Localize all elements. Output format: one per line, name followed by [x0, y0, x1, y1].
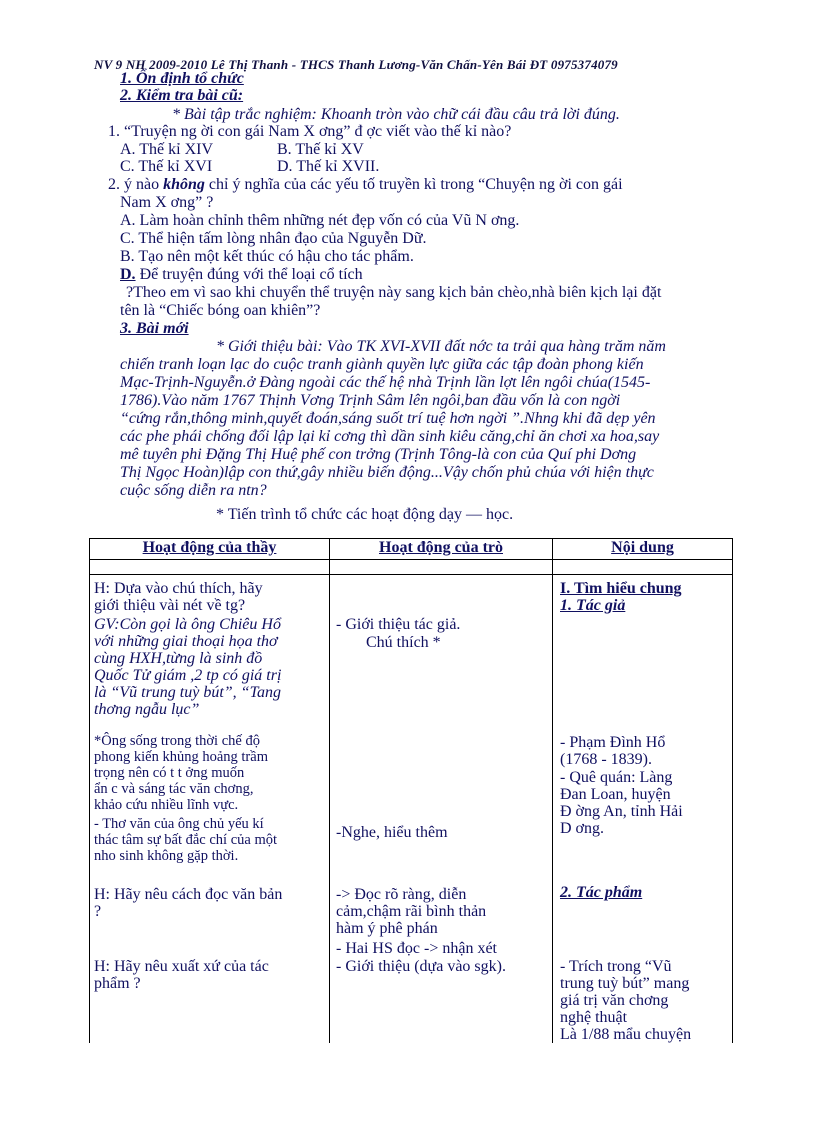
page-header: NV 9 NH 2009-2010 Lê Thị Thanh - THCS Thanh Lương-Văn Chấn-Yên Bái ĐT 0975374079: [94, 57, 618, 72]
intro-line-1: * Giới thiệu bài: Vào TK XVI-XVII đất nớc ta trải qua hàng trăm năm: [216, 338, 666, 355]
q1-option-d: D. Thế kỉ XVII.: [277, 158, 380, 175]
q1-option-c: C. Thế kỉ XVI: [120, 158, 213, 175]
section-heading-1: 1. Ổn định tổ chức: [120, 70, 244, 87]
teacher-question-2: H: Hãy nêu cách đọc văn bản ?: [94, 886, 283, 920]
table-header-row: [90, 539, 733, 560]
student-activity-1: - Giới thiệu tác giả.: [336, 616, 461, 633]
intro-line-2: chiến tranh loạn lạc do cuộc tranh giành quyền lực giữa các tập đoàn phong kiến: [120, 356, 644, 373]
student-activity-4: -> Đọc rõ ràng, diễn cảm,chậm rãi bình thản hàm ý phê phán: [336, 886, 487, 937]
intro-line-7: mê tuyên phi Đặng Thị Huệ phế con trởng (Trịnh Tông-là con của Quí phi Dơng: [120, 446, 637, 463]
intro-line-5: “cứng rắn,thông minh,quyết đoán,sáng suốt trí tuệ hơn ngời ”.Nhng khi đã dẹp yên: [120, 410, 656, 427]
student-activity-5: - Hai HS đọc -> nhận xét: [336, 940, 497, 957]
teacher-poetry-note: - Thơ văn của ông chủ yếu kí thác tâm sự bất đắc chí của một nho sinh không gặp thời.: [94, 816, 277, 864]
teacher-question-3: H: Hãy nêu xuất xứ của tác phẩm ?: [94, 958, 269, 992]
q2-prefix: 2. ý nào: [108, 176, 164, 193]
content-heading-work: 2. Tác phẩm: [560, 884, 643, 901]
header-content: Nội dung: [553, 539, 733, 560]
intro-line-9: cuộc sống diễn ra ntn?: [120, 482, 267, 499]
q1-option-b: B. Thế kỉ XV: [277, 141, 364, 158]
student-activity-6: - Giới thiệu (dựa vào sgk).: [336, 958, 506, 975]
q2-suffix: chỉ ý nghĩa của các yếu tố truyền kì trong “Chuyện ng ời con gái: [204, 176, 623, 193]
content-hometown: - Quê quán: Làng Đan Loan, huyện Đ ờng An, tỉnh Hải D ơng.: [560, 769, 683, 837]
content-author-name: - Phạm Đình Hổ (1768 - 1839).: [560, 734, 666, 768]
q1-option-a: A. Thế kỉ XIV: [120, 141, 214, 158]
q2-option-d-letter: D.: [120, 266, 136, 283]
question-2: [108, 176, 623, 193]
header-student: Hoạt động của trò: [330, 539, 553, 560]
table-spacer-row: [90, 560, 733, 575]
question-3-cont: tên là “Chiếc bóng oan khiên”?: [120, 302, 321, 319]
header-teacher: Hoạt động của thầy: [90, 539, 330, 560]
intro-line-4: 1786).Vào năm 1767 Thịnh Vơng Trịnh Sâm lên ngôi,ban đầu vốn là con ngời: [120, 392, 621, 409]
student-activity-3: -Nghe, hiểu thêm: [336, 824, 448, 841]
q2-option-d: [120, 266, 363, 283]
section-heading-2: 2. Kiểm tra bài cũ:: [120, 87, 244, 104]
intro-line-3: Mạc-Trịnh-Nguyễn.ở Đàng ngoài các thế hệ nhà Trịnh lần lợt lên ngôi chúa(1545-: [120, 374, 651, 391]
q2-option-c: C. Thể hiện tấm lòng nhân đạo của Nguyễn Dữ.: [120, 230, 427, 247]
question-2-cont: Nam X ơng” ?: [120, 194, 214, 211]
progress-heading: * Tiến trình tổ chức các hoạt động dạy — học.: [216, 506, 514, 523]
content-heading-general: I. Tìm hiểu chung: [560, 580, 682, 597]
q2-option-b: B. Tạo nên một kết thúc có hậu cho tác phẩm.: [120, 248, 414, 265]
teacher-question-1: H: Dựa vào chú thích, hãy giới thiệu vài nét về tg?: [94, 580, 263, 614]
teacher-gv-note: GV:Còn gọi là ông Chiêu Hổ với những giai thoại họa thơ cùng HXH,từng là sinh đồ Quốc Tử giám ,2 tp có giá trị là “Vũ trung tuỳ bút”, “Tang thơng ngẫu lục”: [94, 616, 282, 718]
quiz-intro: * Bài tập trắc nghiệm: Khoanh tròn vào chữ cái đầu câu trả lời đúng.: [172, 106, 620, 123]
content-heading-author: 1. Tác giả: [560, 597, 626, 614]
q2-emphasis: không: [163, 176, 205, 193]
section-heading-3: 3. Bài mới: [120, 320, 189, 337]
question-1: 1. “Truyện ng ời con gái Nam X ơng” đ ợc viết vào thế kỉ nào?: [108, 123, 512, 140]
q2-option-a: A. Làm hoàn chỉnh thêm những nét đẹp vốn có của Vũ N ơng.: [120, 212, 520, 229]
q2-option-d-text: Để truyện đúng với thể loại cổ tích: [135, 266, 363, 283]
question-3: ?Theo em vì sao khi chuyển thể truyện này sang kịch bản chèo,nhà biên kịch lại đặt: [126, 284, 662, 301]
teacher-context-note: *Ông sống trong thời chế độ phong kiến khủng hoảng trầm trọng nên có t t ởng muốn ẩn c và sáng tác văn chơng, khảo cứu nhiều lĩnh vực.: [94, 733, 268, 813]
student-activity-2: Chú thích *: [366, 634, 441, 651]
intro-line-6: các phe phái chống đối lập lại kỉ cơng thì dần sinh kiêu căng,chỉ ăn chơi xa hoa,say: [120, 428, 660, 445]
content-work-origin: - Trích trong “Vũ trung tuỳ bút” mang giá trị văn chơng nghệ thuật Là 1/88 mẩu chuyện: [560, 958, 692, 1043]
intro-line-8: Thị Ngọc Hoàn)lập con thứ,gây nhiều biến động...Vậy chốn phủ chúa với hiện thực: [120, 464, 654, 481]
